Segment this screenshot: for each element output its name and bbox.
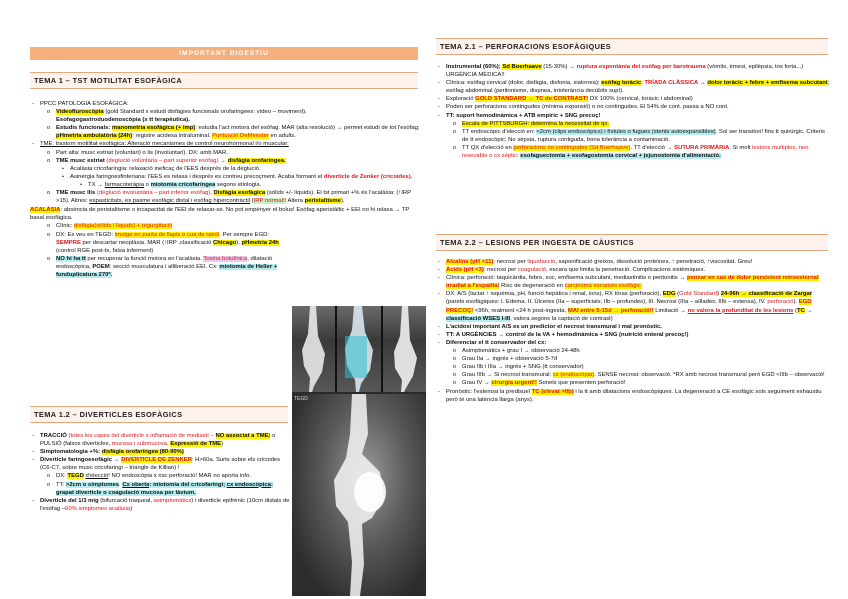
zenker-diverticulum-image [292,394,426,596]
section-tema-2-2 [436,258,830,404]
list-item: o TME musc llis (deglució involuntària – part inferior esòfag). Disfàgia esofàgica (sòlids +/- líquids). El tst primari +% és l'acalàsia: (↑IRP >15). Altres: espasticitats, es pasme esofàgic distal i esòfag hipercontràctil (IRP normal!! Altera peristaltisme). [30,189,420,205]
esophagram-shape-icon [383,306,426,392]
list-item: • TX → farmacoteràpia o miotomia cricofaríngea segons etiologia. [30,181,420,189]
esophagram-image-3 [383,306,426,392]
section-title-tema-1-2: TEMA 1.2 – DIVERTICLES ESOFÀGICS [30,406,288,423]
list-item: ▪ Asinèrgia faringoesfinteriana: l'EES es relaxa i després es contreu precoçment. Acaba formant el divertícle de Zenker (cricoides). [30,173,420,181]
list-item: - TRACCIÓ (totes les capes del diverticle x inflamació de mediastí – NO associat a TME) o PULSIÓ (falsos diverticles, mucosa i submucosa. Expressió de TME) [30,432,292,448]
list-item: - Simptomatologia +%: disfàgia orofaríngea (80-90%) [30,448,292,456]
figure-label: TEGD [294,396,308,402]
list-item: o TT: >2cm o símptomes. Cx oberta: miotomia del cricofaringi; cx endoscòpica: grapat diverticle o coagulació mucosa per làvium. [30,481,292,497]
list-item: - Poden ser perforacions contingudes (mínima expansió) o no contingudes. El 54% de cont. passa a NO cont. [436,103,830,111]
list-item: o Clínic: disfàgia(sòlids i líquids) + regurgitació [30,222,292,230]
section-tema-1-2 [30,432,292,513]
list-item: - TT: suport hemodinàmica + ATB empíric + SNG precoç! [436,112,830,120]
section-title-tema-2-2: TEMA 2.2 – LESIONS PER INGESTA DE CÀUSTICS [436,234,828,251]
list-item: o DX: TEGD d'elecció! NO endoscòpia x risc perforació! MAR no aporta info. [30,472,292,480]
list-item: o Grau IIb i IIIa → ingrés + SNG (tt conservador) [436,363,830,371]
list-item: - Diverticle faringoesofàgic → DIVERTICLE DE ZENKER: H>60a. Surts sobre els cricoides (C6-C7, sobre musc cricofaringi – triangle de Killian) ! [30,456,292,472]
list-item: - Diferenciar el tt conservador del cx: [436,339,830,347]
banner-important-digestiu: IMPORTANT DIGESTIU [30,47,418,60]
section-title-tema-1: TEMA 1 – TST MOTILITAT ESOFÀGICA [30,72,418,89]
esophagram-shape-icon [337,306,380,392]
esophagram-image-2 [337,306,380,392]
section-tema-1 [30,100,420,279]
list-item: o Estudis funcionals: manometria esofàgica (+ imp): estudia l'act motora del esòfag. MAR (alta resolució) → permet estudi de tot l'esòfag; pHmetria ambulatòria (24h): registre acidesa intraluminal. Puntuació DeMeester en adults. [30,124,420,140]
list-item: - DX: A/S (lactat ↑ isquèmia, pH, funció hepàtica i renal, ions), RX tòrax (perforació), EDG (Gold Standard) 24-96h → classificació de Zargar (parets esofàgiques: I. Edema. II. Úlceres (IIa – superficials; IIb – profundes), III. Necrosi (IIIa – aïllades; IIIb – extensa), IV. perforació). EGD PRECOÇ! <96h, realment <24 h post-ingesta, MAI entre 5-15d → perforació!! Limitació → no valora la profunditat de les lesions (TC → classificació WSES I-III, valora segons la captació de contrast) [436,290,830,322]
list-item: - Clínica: esòfag cervical (dolor, disfàgia, disfonia, sialorrea); esòfag toràcic: TRÍADA CLÀSSICA → dolor toràcic + febre + emfisema subcutani; esòfag abdominal (peritonisme, dispnea, intolerància decúbits supí). [436,79,830,95]
radiograph-figure [292,306,426,596]
list-item: - Exploració GOLD STANDARD → TC de CONTRAST! DX 100% (cervical, toràcic i abdominal) [436,95,830,103]
list-item: o Grau IIIb → Si necrosi transmural: cx (endoscòpia). SENSE necrosi: observació. *RX amb necrosi transmural però EGD <IIIb – observació! [436,371,830,379]
list-item: ▪ Acalàsia cricofaríngia: relaxació ineficaç de l'EES després de la deglució. [30,165,420,173]
list-item: - PPCC PATOLOGIA ESOFÀGICA: [30,100,420,108]
list-item: - Àcids (pH <3): necrosi per coagulació, escara que limita la penetració. Complicacions sistèmiques. [436,266,830,274]
list-item: - Diverticle del 1/3 mig (bifurcació traqueal, asimptomàtics) i diverticle epifrènic (10cm distals de l'esòfag –60% simptomes acalàsia) [30,497,292,513]
section-tema-2-1 [436,63,830,160]
diverticulum-shape-icon [292,394,426,596]
list-item: - L'acidosi important A/S es un predictor el necrosi transmural i mal pronòstic. [436,323,830,331]
list-item: o TME musc estriat (deglució voluntària – part superior esòfag) → disfàgia orofaríngea. [30,157,420,165]
list-item: - Alcalins (pH >11): necrosi per liquefacció, saponificació greixos, dissolució proteïnes. ↑ penetració, ↑viscositat. Greu! [436,258,830,266]
list-item: - Instrumental (60%); Sd Boerhaave (15-30%) → ruptura espontània del esòfag per barotrauma (vòmits, èmesi, epilèpsia, tos forta...) URGÈNCIA MÈDICA!! [436,63,830,79]
acalasia-paragraph: ACALÀSIA: absència de peristaltisme o incapacitat de l'EEI de relaxar-se. No pot empènyer el bolus! Esòfag aperistàltic + EEI no hi relaxa → TP basal esofàgica. [30,207,410,222]
list-item: - Clínica: perforació: taquicàrdia, febre, xoc, emfisema subcutani, mediastinitis o peritonitis → pensar en cas de dolor persistent retroesternal irradiat a l'espatlla! Risc de degeneració en carcinoma escamós esofàgic. [436,274,830,290]
list-item: o Videofluroscòpia (gold Standard x estudi disfàgies funcionals orofaringees: vídeo – moviment). Esofagogastroduodenoscòpia (x tt terapèutica). [30,108,420,124]
list-item: o Escala de PITTSBURGH: determina la necessitat de qx. [436,120,830,128]
list-item: - Pronòstic: l'estenosi la predisuel TC (elevat >IIb) i la tt amb dilatacions endoscòpiques. La degeneració a CE esofàgic sols seguiment exhaustiu però té una latència llarga (anys). [436,388,830,404]
list-item: o NO hi ha tt per recuperar la funció motora en l'acalàsia. Toxina botulínica, dilatació endoscòpica, POEM: secció musculatura i alliberació EEI. Cx: miotomia de Heller + funduplicatura 270º. [30,255,292,279]
list-item: - TME: trastorn motilitat esofàgica: Alteració mecanismes de control neurohormonal i/o muscular: [30,140,420,148]
list-item: o TT endoscòpic d'elecció en: <2cm (clips endoscòpics) i fístules o fugues (stents autoexpansibles). Sol ser transitori! fins tt quirúrgic. Criteris de tt endoscòpic: No sèpsia, ruptura contiguda, bona tolerància a contaminació. [436,128,830,144]
esophagram-image-1 [292,306,335,392]
list-item: - TT: A URGÈNCIES → control de la VA + hemodinàmica + SNG (nutrició enteral precoç!) [436,331,830,339]
list-item: o DX: Es veu en TEGD: imatge en punta de llapis o cua de ratolí. Per sempre EGD: SEMPRE per descartar neoplàsia. MAR (↑IRP ,classificació Chicago), pHmetria 24h (control RGE post-tx, falsa inferment) [30,231,292,255]
esophagram-images [292,306,426,392]
list-item: o TT QX d'elecció en perforacions no contingudes (Sd Boerhaave). TT d'elecció → SUTURA PRIMÀRIA. Si molt lesions multiples, neo resecable o cx séptic: esofaguectomia + esofagostomia cervical + jejunostomia d'alimentació. [436,144,830,160]
list-item: o Grau IIa → ingrés + observació 5-7d [436,355,830,363]
section-title-tema-2-1: TEMA 2.1 – PERFORACIONS ESOFÀGIQUES [436,38,828,55]
list-item: o Asimptomàtics + grau I → observació 24-48h [436,347,830,355]
esophagram-shape-icon [292,306,335,392]
list-item: o Part alta: musc estriat (voluntari) o lis (involuntari). DX: amb MAR. [30,149,420,157]
list-item: o Grau IV → cirurgia urgent!! Sonels que presenten perforació! [436,379,830,387]
